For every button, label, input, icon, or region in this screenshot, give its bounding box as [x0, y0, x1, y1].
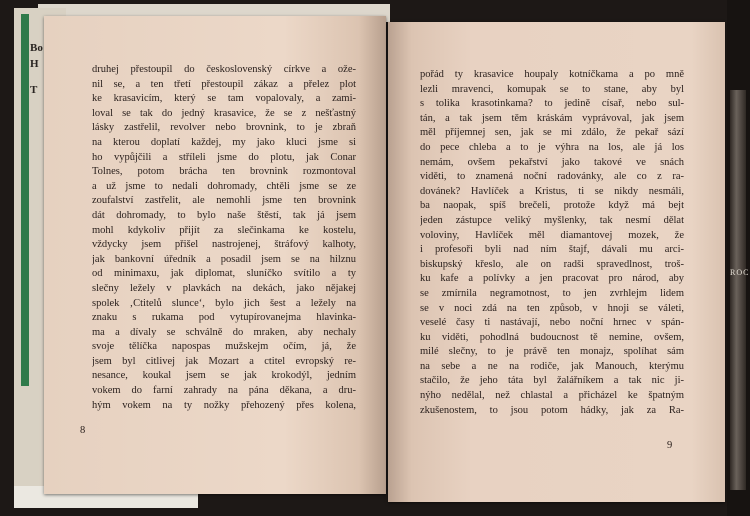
- text-line: Tolnes, potom brácha ten brovnink rozmontoval: [92, 166, 356, 178]
- text-line: znaku s rukama pod vytupírovanejma hlavinka-: [92, 312, 356, 324]
- right-page: [388, 22, 725, 502]
- text-line: svoje tělíčka napospas mužskejm očím, já, že: [92, 341, 356, 353]
- text-line: dát dohromady, to bylo naše štěstí, tak já jsem: [92, 209, 356, 221]
- text-line: zkušenostem, to jsou potom hádky, jak za Ra-: [420, 404, 684, 416]
- text-line: biskupský křeslo, ale on radši spravedlnost, troš-: [420, 258, 684, 270]
- text-line: voloviny, Havlíček měl diamantovej mozek, že: [420, 229, 684, 241]
- text-line: hým vokem na ty nožky přehozený přes kolena,: [92, 399, 356, 411]
- text-line: mohl kdykoliv přijít za slečinkama ke kostelu,: [92, 224, 356, 236]
- text-line: ba naopak, spíš brečeli, protože když má bejt: [420, 200, 684, 212]
- text-line: na kterou doplatí každej, my jako kluci jsme si: [92, 136, 356, 148]
- left-page-text: [92, 63, 356, 413]
- text-line: ke krasavicím, který se tam vopalovaly, a zami-: [92, 93, 356, 105]
- text-line: jsem byl citlivej jak Mozart a ctitel evropský re-: [92, 355, 356, 367]
- text-line: ku viděti, pohodlná budoucnost tě nemine, ovšem,: [420, 331, 684, 343]
- text-line: ma a dívaly se schválně do mraken, aby nechaly: [92, 326, 356, 338]
- underlying-book-green-strip: [21, 14, 29, 386]
- text-line: měl příjemnej sen, jak se mi zdálo, že pekař sází: [420, 127, 684, 139]
- text-line: stačilo, že jeho táta byl žalářníkem a tak nic ji-: [420, 375, 684, 387]
- text-line: vokem do farní zahrady na pána děkana, a dru-: [92, 385, 356, 397]
- page-number: 8: [80, 425, 86, 436]
- text-line: milé slečny, to je právě ten monajz, spolíhat sám: [420, 346, 684, 358]
- text-line: ho vypůjčili a stříleli jsme do plotu, jak Conar: [92, 151, 356, 163]
- edge-fragment-right: ROC: [730, 268, 750, 277]
- text-line: a už jsme to nedali dohromady, chtěli jsme se ze: [92, 180, 356, 192]
- text-line: i profesoři byli nad ním štajf, dávali mu arci-: [420, 244, 684, 256]
- right-edge-page-strip: [730, 90, 746, 490]
- text-line: nil se, a ten třetí přestoupil zákaz a přelez plot: [92, 78, 356, 90]
- text-line: s tolika krasotinkama? to jedině císař, nebo sul-: [420, 98, 684, 110]
- text-line: nýho nedělal, než chlastal a přicházel ke špatným: [420, 390, 684, 402]
- left-page: [44, 16, 386, 494]
- text-line: jeden zástupce veliký myšlenky, tak nesmí dělat: [420, 214, 684, 226]
- text-line: se zmírnila negramotnost, to jen zvrhlejm lidem: [420, 287, 684, 299]
- text-line: nesance, koukal jsem se jak krokodýl, jedním: [92, 370, 356, 382]
- text-line: se v noci zdá na ten způsob, v hnoji se váleti,: [420, 302, 684, 314]
- text-line: druhej přestoupil do československý církve a ože-: [92, 64, 356, 75]
- text-line: do pece chleba a to je výhra na los, ale já los: [420, 141, 684, 153]
- edge-fragment-left: H: [30, 58, 39, 70]
- text-line: lezli mravenci, komupak se to stane, aby byl: [420, 83, 684, 95]
- text-line: veselé časy ti nastávají, nebo noční hrnec v spán-: [420, 317, 684, 329]
- text-line: od minimaxu, jak diplomat, sluníčko svítilo a ty: [92, 268, 356, 280]
- right-page-text: [420, 68, 684, 418]
- edge-fragment-left: T: [30, 84, 38, 96]
- text-line: spolek ‚Ctitelů slunce‘, bylo jich šest a ležely na: [92, 297, 356, 309]
- text-line: nemám, ovšem pekařství jako takové ve snách: [420, 156, 684, 168]
- text-line: slečny ležely v plavkách na dekách, jako nějakej: [92, 282, 356, 294]
- text-line: pořád ty krasavice houpaly kotníčkama a po mně: [420, 69, 684, 80]
- text-line: viděti, to znamená noční radovánky, ale co z ra-: [420, 171, 684, 183]
- text-line: tán, a tak jsem těm kráskám vyprávoval, jak jsem: [420, 112, 684, 124]
- text-line: dovánek? Havlíček a Kristus, ti se nikdy nesmáli,: [420, 185, 684, 197]
- text-line: zoufalství zastřelit, ale nemohli jsme ten brovnink: [92, 195, 356, 207]
- text-line: ku kafe a polívky a jen pracovat pro národ, aby: [420, 273, 684, 285]
- text-line: vždycky jsem přišel nastrojenej, štráfový kalhoty,: [92, 239, 356, 251]
- text-line: na sebe a ne na rodiče, jak Manouch, kterýmu: [420, 360, 684, 372]
- edge-fragment-left: Bo: [30, 42, 43, 54]
- text-line: loval se tak do jedný krasavice, že se z nešťastný: [92, 107, 356, 119]
- page-number: 9: [667, 440, 673, 451]
- text-line: lásky zastřelil, revolver nebo brovnink, to je zbraň: [92, 122, 356, 134]
- text-line: jak bankovní úředník a posadil jsem se na hilznu: [92, 253, 356, 265]
